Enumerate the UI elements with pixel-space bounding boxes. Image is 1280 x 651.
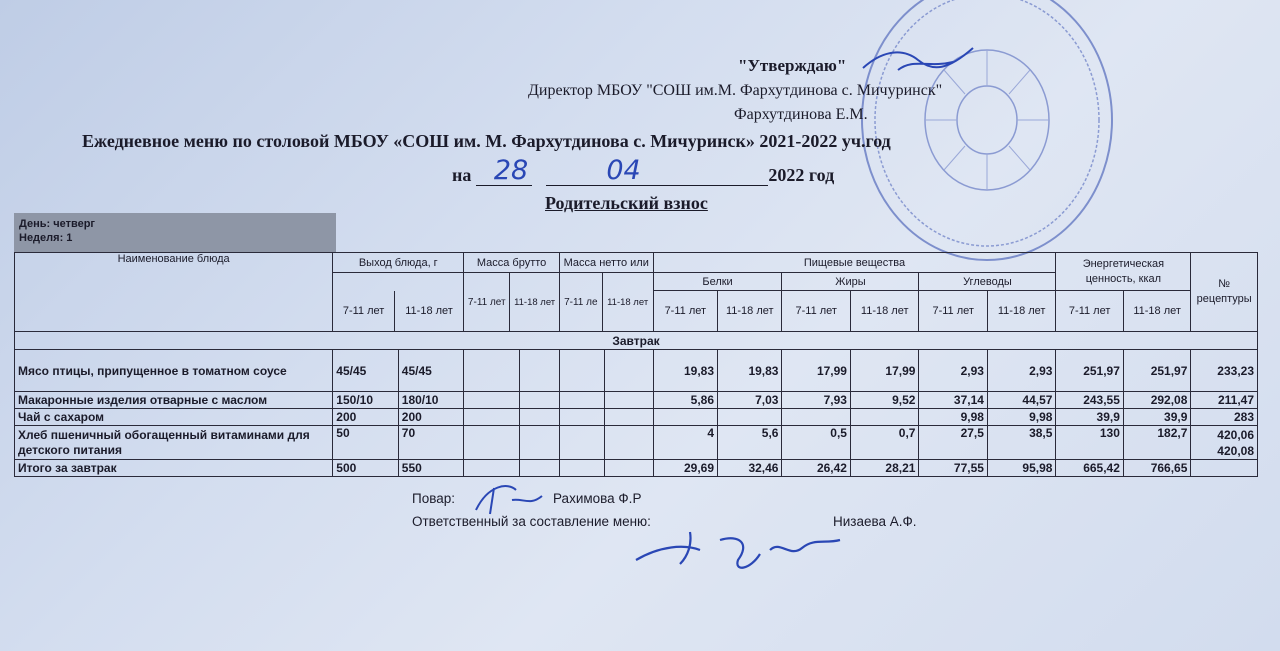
energy-7-11: 39,9 bbox=[1056, 409, 1123, 426]
energy-11-18: 292,08 bbox=[1123, 392, 1190, 409]
carbs-age1: 7-11 лет bbox=[919, 291, 987, 332]
day-label: День: четверг bbox=[19, 218, 95, 230]
total-carbs-11-18: 95,98 bbox=[987, 460, 1055, 477]
table-row bbox=[15, 350, 1258, 392]
fat-11-18 bbox=[850, 409, 918, 426]
month-handwritten: 04 bbox=[606, 155, 641, 186]
cell-empty bbox=[559, 426, 604, 460]
protein-age1: 7-11 лет bbox=[653, 291, 717, 332]
director-line: Директор МБОУ "СОШ им.М. Фархутдинова с. Мичуринск" bbox=[528, 82, 943, 99]
total-fat-11-18: 28,21 bbox=[850, 460, 918, 477]
subtitle: Родительский взнос bbox=[545, 193, 708, 213]
header-carbs: Углеводы bbox=[919, 273, 1056, 291]
gross-age2: 11-18 лет bbox=[514, 296, 556, 308]
gross-age1: 7-11 лет bbox=[464, 273, 510, 331]
cell-empty bbox=[559, 409, 604, 426]
day-info-block bbox=[14, 213, 336, 253]
net-age2: 11-18 лет bbox=[607, 296, 649, 308]
energy-7-11: 243,55 bbox=[1056, 392, 1123, 409]
header-fat: Жиры bbox=[782, 273, 919, 291]
cook-name: Рахимова Ф.Р bbox=[553, 491, 642, 506]
yield-7-11: 50 bbox=[333, 426, 398, 460]
cell-empty bbox=[519, 409, 559, 426]
energy-7-11: 130 bbox=[1056, 426, 1123, 460]
cell-empty bbox=[519, 350, 559, 392]
cell-empty bbox=[559, 460, 604, 477]
yield-11-18: 200 bbox=[398, 409, 463, 426]
day-blank bbox=[476, 155, 532, 186]
yield-age2: 11-18 лет bbox=[405, 305, 453, 317]
date-line bbox=[452, 155, 835, 186]
carbs-7-11: 27,5 bbox=[919, 426, 987, 460]
responsible-signature bbox=[630, 520, 850, 580]
recipe-number: 233,23 bbox=[1191, 350, 1258, 392]
cell-empty bbox=[519, 392, 559, 409]
yield-11-18: 180/10 bbox=[398, 392, 463, 409]
cell-empty bbox=[1191, 460, 1258, 477]
energy-age1: 7-11 лет bbox=[1056, 291, 1123, 332]
total-label: Итого за завтрак bbox=[15, 460, 333, 477]
cell-empty bbox=[519, 426, 559, 460]
fat-7-11: 0,5 bbox=[782, 426, 850, 460]
responsible-name: Низаева А.Ф. bbox=[833, 514, 917, 529]
month-blank bbox=[546, 155, 768, 186]
cell-empty bbox=[559, 350, 604, 392]
recipe-number bbox=[1191, 426, 1258, 460]
total-energy-7-11: 665,42 bbox=[1056, 460, 1123, 477]
cell-empty bbox=[464, 409, 519, 426]
carbs-7-11: 37,14 bbox=[919, 392, 987, 409]
yield-age1: 7-11 лет bbox=[333, 291, 394, 331]
energy-7-11: 251,97 bbox=[1056, 350, 1123, 392]
protein-11-18 bbox=[718, 409, 782, 426]
dish-name: Чай с сахаром bbox=[15, 409, 333, 426]
recipe-number: 283 bbox=[1191, 409, 1258, 426]
carbs-7-11: 2,93 bbox=[919, 350, 987, 392]
fat-11-18: 0,7 bbox=[850, 426, 918, 460]
total-protein-7-11: 29,69 bbox=[653, 460, 717, 477]
date-prefix: на bbox=[452, 165, 472, 185]
header-gross: Масса брутто bbox=[464, 253, 560, 273]
year-suffix: 2022 год bbox=[768, 165, 835, 185]
header-recipe: № рецептуры bbox=[1191, 253, 1258, 332]
yield-7-11: 45/45 bbox=[333, 350, 398, 392]
carbs-7-11: 9,98 bbox=[919, 409, 987, 426]
total-row bbox=[15, 460, 1258, 477]
header-net-ages bbox=[559, 273, 653, 332]
header-nutrients: Пищевые вещества bbox=[653, 253, 1056, 273]
header-energy: Энергетическая ценность, ккал bbox=[1056, 253, 1191, 291]
energy-age2: 11-18 лет bbox=[1123, 291, 1190, 332]
cell-empty bbox=[464, 392, 519, 409]
yield-11-18: 70 bbox=[398, 426, 463, 460]
approval-heading: "Утверждаю" bbox=[738, 56, 847, 75]
fat-7-11 bbox=[782, 409, 850, 426]
fat-7-11: 17,99 bbox=[782, 350, 850, 392]
protein-7-11 bbox=[653, 409, 717, 426]
header-protein: Белки bbox=[653, 273, 782, 291]
cell-empty bbox=[464, 460, 519, 477]
energy-11-18: 182,7 bbox=[1123, 426, 1190, 460]
cook-label: Повар: bbox=[412, 491, 455, 506]
header-name: Наименование блюда bbox=[15, 253, 333, 332]
cell-empty bbox=[605, 392, 653, 409]
fat-11-18: 17,99 bbox=[850, 350, 918, 392]
day-handwritten: 28 bbox=[493, 155, 529, 186]
dish-name: Макаронные изделия отварные с маслом bbox=[15, 392, 333, 409]
protein-7-11: 4 bbox=[653, 426, 717, 460]
recipe-number: 211,47 bbox=[1191, 392, 1258, 409]
table-row bbox=[15, 426, 1258, 460]
carbs-11-18: 38,5 bbox=[987, 426, 1055, 460]
fat-11-18: 9,52 bbox=[850, 392, 918, 409]
total-protein-11-18: 32,46 bbox=[718, 460, 782, 477]
cell-empty bbox=[559, 392, 604, 409]
header-yield-ages bbox=[333, 273, 464, 332]
protein-11-18: 7,03 bbox=[718, 392, 782, 409]
fat-age2: 11-18 лет bbox=[850, 291, 918, 332]
cell-empty bbox=[519, 460, 559, 477]
dish-name: Мясо птицы, припущенное в томатном соусе bbox=[15, 350, 333, 392]
energy-11-18: 39,9 bbox=[1123, 409, 1190, 426]
fat-age1: 7-11 лет bbox=[782, 291, 850, 332]
header-gross-ages bbox=[464, 273, 560, 332]
director-name: Фархутдинова Е.М. bbox=[734, 106, 868, 123]
cook-signature bbox=[468, 480, 548, 520]
carbs-11-18: 9,98 bbox=[987, 409, 1055, 426]
yield-11-18: 45/45 bbox=[398, 350, 463, 392]
carbs-11-18: 2,93 bbox=[987, 350, 1055, 392]
energy-11-18: 251,97 bbox=[1123, 350, 1190, 392]
cell-empty bbox=[605, 409, 653, 426]
menu-table bbox=[14, 252, 1258, 477]
recipe-number-1: 420,06 bbox=[1217, 427, 1254, 442]
header-yield: Выход блюда, г bbox=[333, 253, 464, 273]
total-yield-7-11: 500 bbox=[333, 460, 398, 477]
yield-7-11: 200 bbox=[333, 409, 398, 426]
table-row bbox=[15, 409, 1258, 426]
carbs-11-18: 44,57 bbox=[987, 392, 1055, 409]
table-row bbox=[15, 392, 1258, 409]
yield-7-11: 150/10 bbox=[333, 392, 398, 409]
protein-7-11: 19,83 bbox=[653, 350, 717, 392]
carbs-age2: 11-18 лет bbox=[987, 291, 1055, 332]
section-breakfast: Завтрак bbox=[15, 332, 1258, 350]
header-net: Масса нетто или bbox=[559, 253, 653, 273]
responsible-label: Ответственный за составление меню: bbox=[412, 514, 651, 529]
week-label: Неделя: 1 bbox=[19, 232, 73, 244]
cell-empty bbox=[605, 460, 653, 477]
protein-11-18: 19,83 bbox=[718, 350, 782, 392]
cell-empty bbox=[464, 350, 519, 392]
total-carbs-7-11: 77,55 bbox=[919, 460, 987, 477]
cell-empty bbox=[605, 426, 653, 460]
protein-age2: 11-18 лет bbox=[718, 291, 782, 332]
protein-7-11: 5,86 bbox=[653, 392, 717, 409]
recipe-number-2: 420,08 bbox=[1217, 443, 1254, 458]
fat-7-11: 7,93 bbox=[782, 392, 850, 409]
net-age1: 7-11 ле bbox=[560, 273, 602, 331]
total-fat-7-11: 26,42 bbox=[782, 460, 850, 477]
director-signature bbox=[858, 40, 978, 82]
total-energy-11-18: 766,65 bbox=[1123, 460, 1190, 477]
total-yield-11-18: 550 bbox=[398, 460, 463, 477]
cell-empty bbox=[464, 426, 519, 460]
dish-name: Хлеб пшеничный обогащенный витаминами для детского питания bbox=[15, 426, 333, 460]
page-title: Ежедневное меню по столовой МБОУ «СОШ им. М. Фархутдинова с. Мичуринск» 2021-2022 уч.год bbox=[82, 131, 891, 151]
cell-empty bbox=[605, 350, 653, 392]
protein-11-18: 5,6 bbox=[718, 426, 782, 460]
